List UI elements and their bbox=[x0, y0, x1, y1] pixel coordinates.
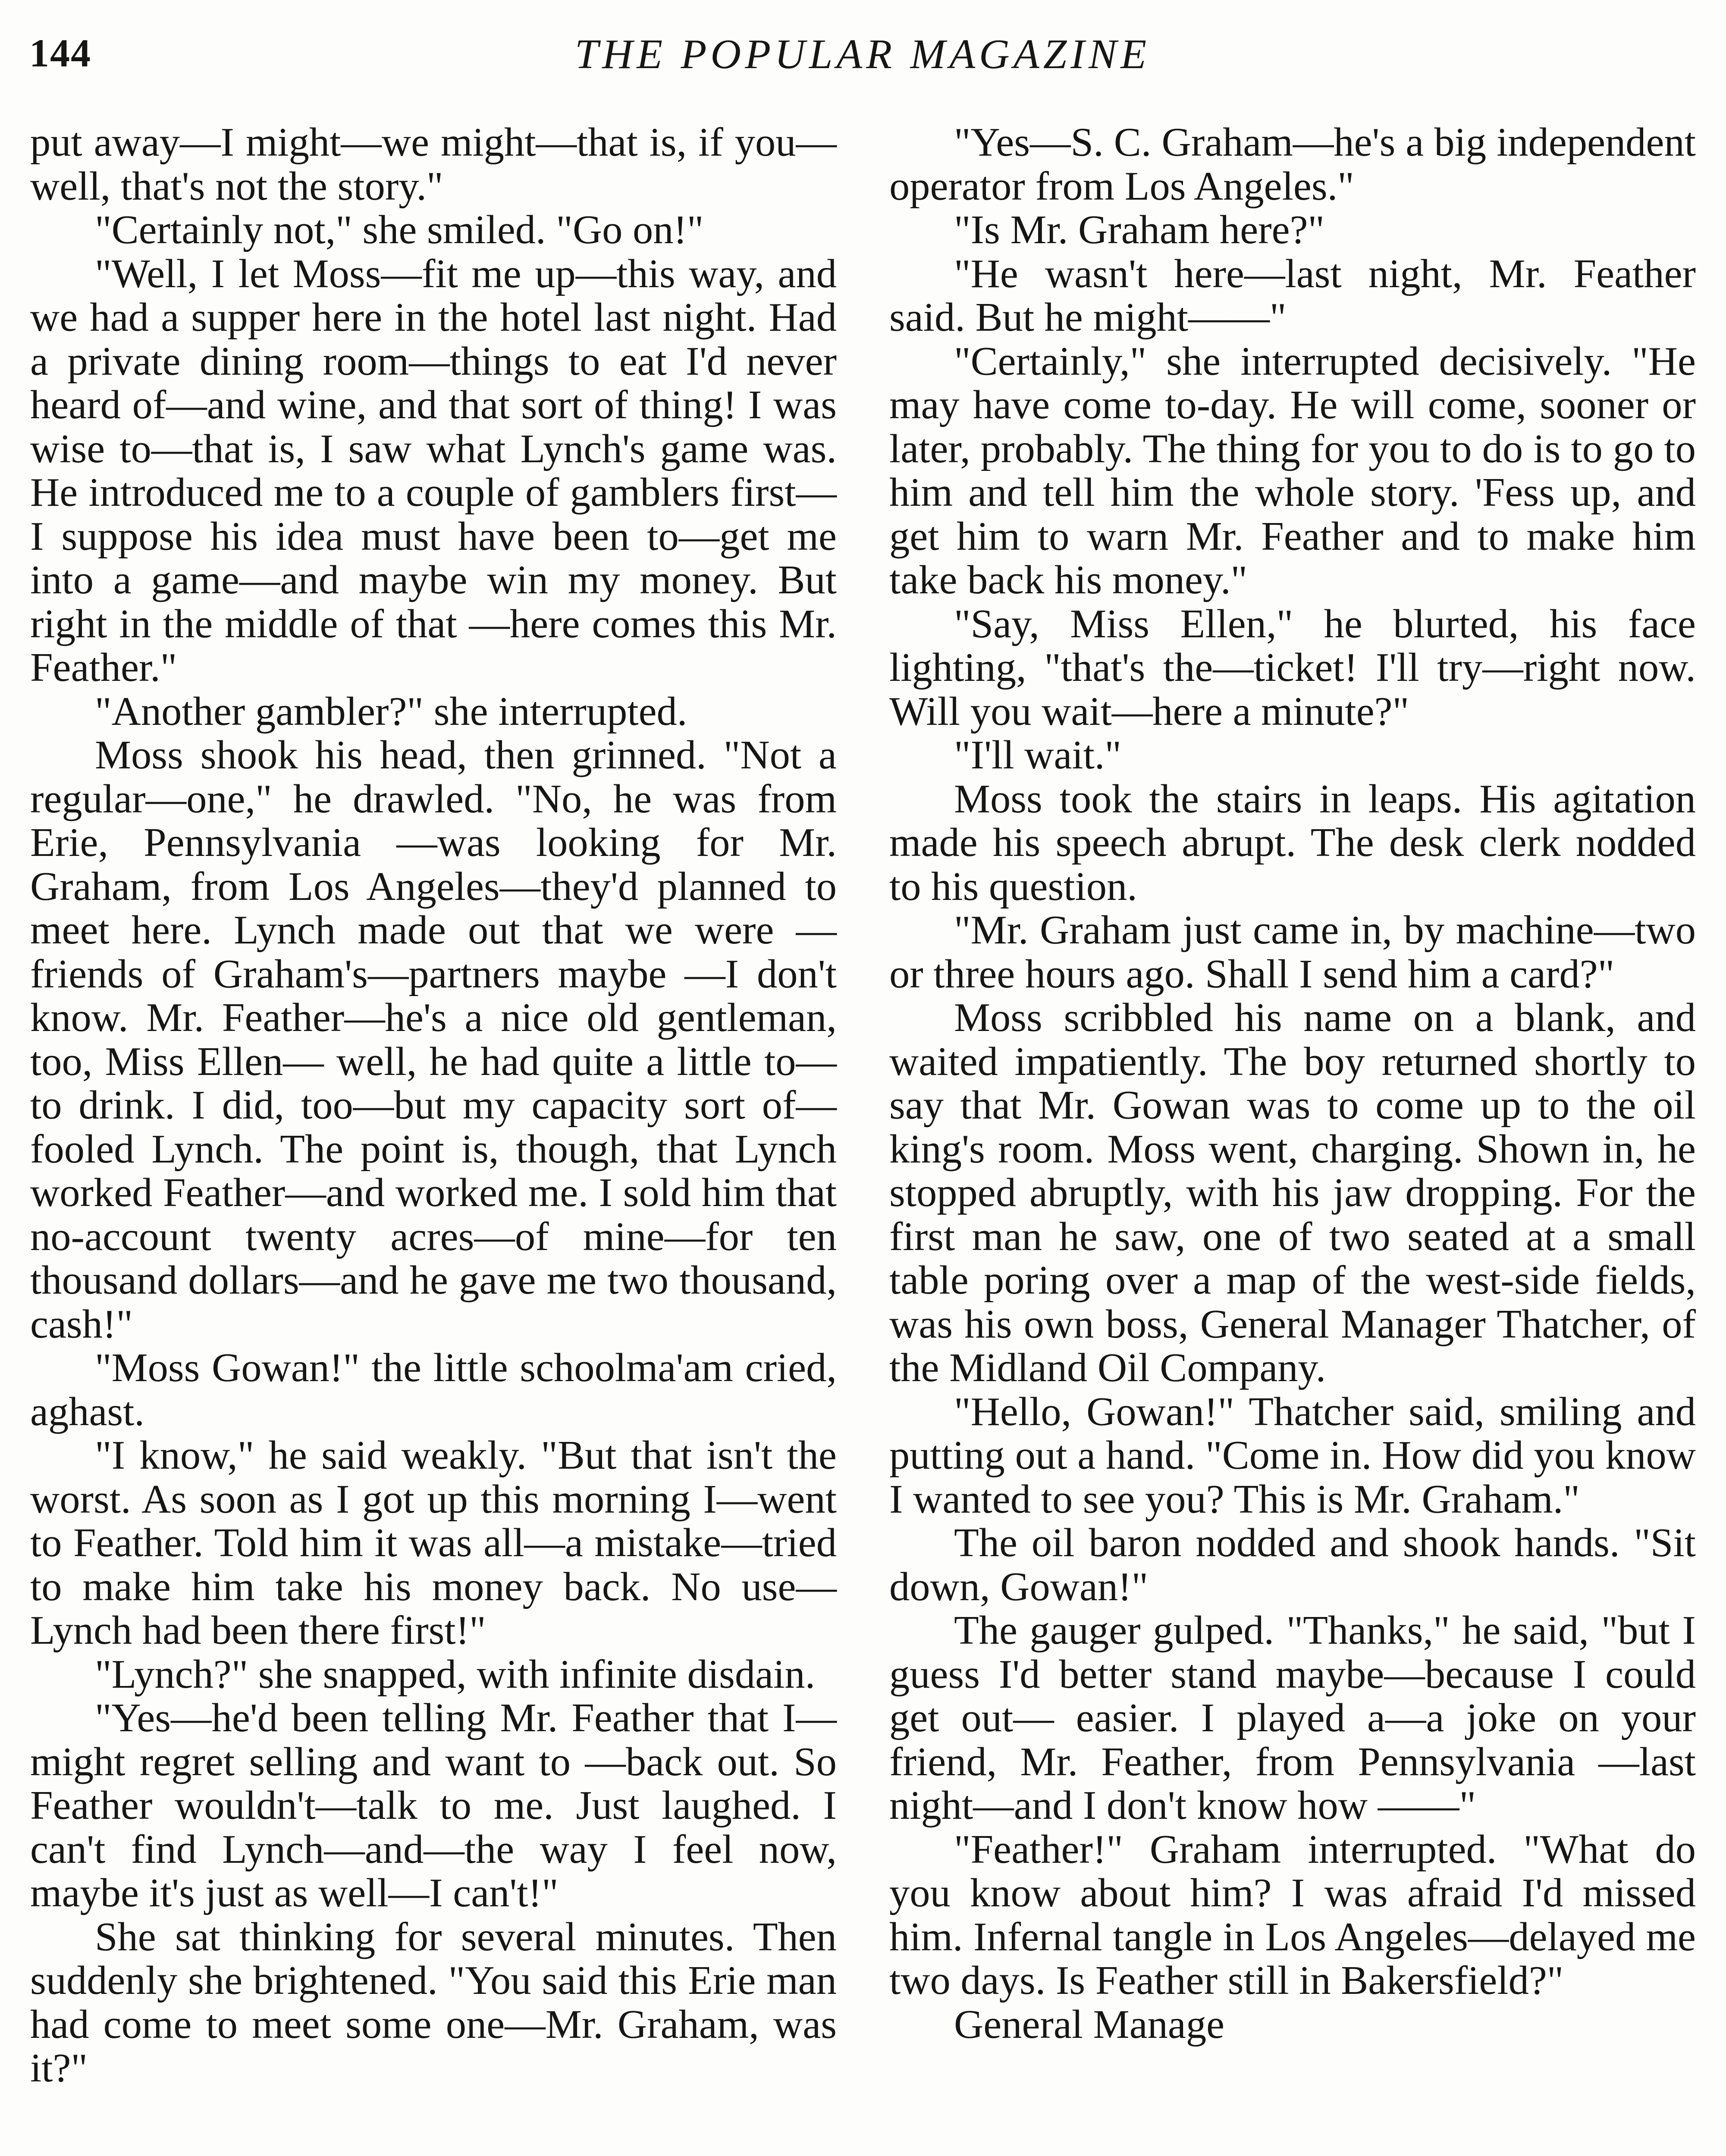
page-number: 144 bbox=[29, 31, 91, 75]
paragraph: Moss shook his head, then grinned. "Not a regular—one," he drawled. "No, he was from Erie, Pennsylvania —was looking for Mr. Graham, from Los Angeles—they'd planned to meet here. Lynch made out that we were —friends of Graham's—partners maybe —I don't know. Mr. Feather—he's a nice old gentleman, too, Miss Ellen— well, he had quite a little to—to drink. I did, too—but my capacity sort of— fooled Lynch. The point is, though, that Lynch worked Feather—and worked me. I sold him that no-account twenty acres—of mine—for ten thousand dollars—and he gave me two thousand, cash!" bbox=[30, 733, 837, 1347]
paragraph: "Yes—he'd been telling Mr. Feather that I—might regret selling and want to —back out. So Feather wouldn't—talk to me. Just laughed. I can't find Lynch—and—the way I feel now, maybe it's just as well—I can't!" bbox=[30, 1695, 837, 1915]
paragraph: Moss scribbled his name on a blank, and waited impatiently. The boy returned shortly to say that Mr. Gowan was to come up to the oil king's room. Moss went, charging. Shown in, he stopped abruptly, with his jaw dropping. For the first man he saw, one of two seated at a small table poring over a map of the west-side fields, was his own boss, General Manager Thatcher, of the Midland Oil Company. bbox=[889, 995, 1696, 1390]
paragraph: "I know," he said weakly. "But that isn't the worst. As soon as I got up this morning I—went to Feather. Told him it was all—a mistake—tried to make him take his money back. No use—Lynch had been there first!" bbox=[30, 1433, 837, 1653]
paragraph: "Hello, Gowan!" Thatcher said, smiling and putting out a hand. "Come in. How did you know I wanted to see you? This is Mr. Graham." bbox=[889, 1389, 1696, 1522]
paragraph: "Yes—S. C. Graham—he's a big independent operator from Los Angeles." bbox=[889, 120, 1696, 209]
paragraph: "Feather!" Graham interrupted. "What do you know about him? I was afraid I'd missed him. Infernal tangle in Los Angeles—delayed me two days. Is Feather still in Bakersfield?" bbox=[889, 1827, 1696, 2003]
paragraph: The gauger gulped. "Thanks," he said, "but I guess I'd better stand maybe—because I could get out— easier. I played a—a joke on your friend, Mr. Feather, from Pennsylvania —last night—and I don't know how ——" bbox=[889, 1608, 1696, 1828]
paragraph: "Certainly," she interrupted decisively. "He may have come to-day. He will come, sooner or later, probably. The thing for you to do is to go to him and tell him the whole story. 'Fess up, and get him to warn Mr. Feather and to make him take back his money." bbox=[889, 338, 1696, 602]
paragraph: "Say, Miss Ellen," he blurted, his face lighting, "that's the—ticket! I'll try—right now. Will you wait—here a minute?" bbox=[889, 601, 1696, 734]
paragraph: "Well, I let Moss—fit me up—this way, and we had a supper here in the hotel last night. Had a private dining room—things to eat I'd never heard of—and wine, and that sort of thing! I was wise to—that is, I saw what Lynch's game was. He introduced me to a couple of gamblers first—I suppose his idea must have been to—get me into a game—and maybe win my money. But right in the middle of that —here comes this Mr. Feather." bbox=[30, 251, 837, 690]
paragraph: "Certainly not," she smiled. "Go on!" bbox=[95, 207, 704, 252]
paragraph: put away—I might—we might—that is, if you—well, that's not the story." bbox=[30, 120, 837, 209]
paragraph: "Moss Gowan!" the little schoolma'am cried, aghast. bbox=[30, 1345, 837, 1434]
right-column bbox=[889, 121, 1696, 2046]
paragraph: "I'll wait." bbox=[954, 733, 1122, 777]
paragraph: "Is Mr. Graham here?" bbox=[954, 207, 1325, 252]
paragraph: She sat thinking for several minutes. Then suddenly she brightened. "You said this Erie man had come to meet some one—Mr. Graham, was it?" bbox=[30, 1914, 837, 2090]
page-header bbox=[29, 30, 1696, 95]
paragraph: General Manage bbox=[954, 2002, 1225, 2047]
paragraph: The oil baron nodded and shook hands. "Sit down, Gowan!" bbox=[889, 1520, 1696, 1609]
paragraph: Moss took the stairs in leaps. His agitation made his speech abrupt. The desk clerk nodded to his question. bbox=[889, 776, 1696, 909]
paragraph: "Another gambler?" she interrupted. bbox=[95, 689, 687, 734]
left-column bbox=[30, 121, 837, 2090]
paragraph: "Mr. Graham just came in, by machine—two or three hours ago. Shall I send him a card?" bbox=[889, 908, 1696, 997]
paragraph: "Lynch?" she snapped, with infinite disdain. bbox=[95, 1651, 816, 1697]
magazine-title: THE POPULAR MAGAZINE bbox=[574, 31, 1151, 78]
paragraph: "He wasn't here—last night, Mr. Feather said. But he might——" bbox=[889, 251, 1696, 340]
